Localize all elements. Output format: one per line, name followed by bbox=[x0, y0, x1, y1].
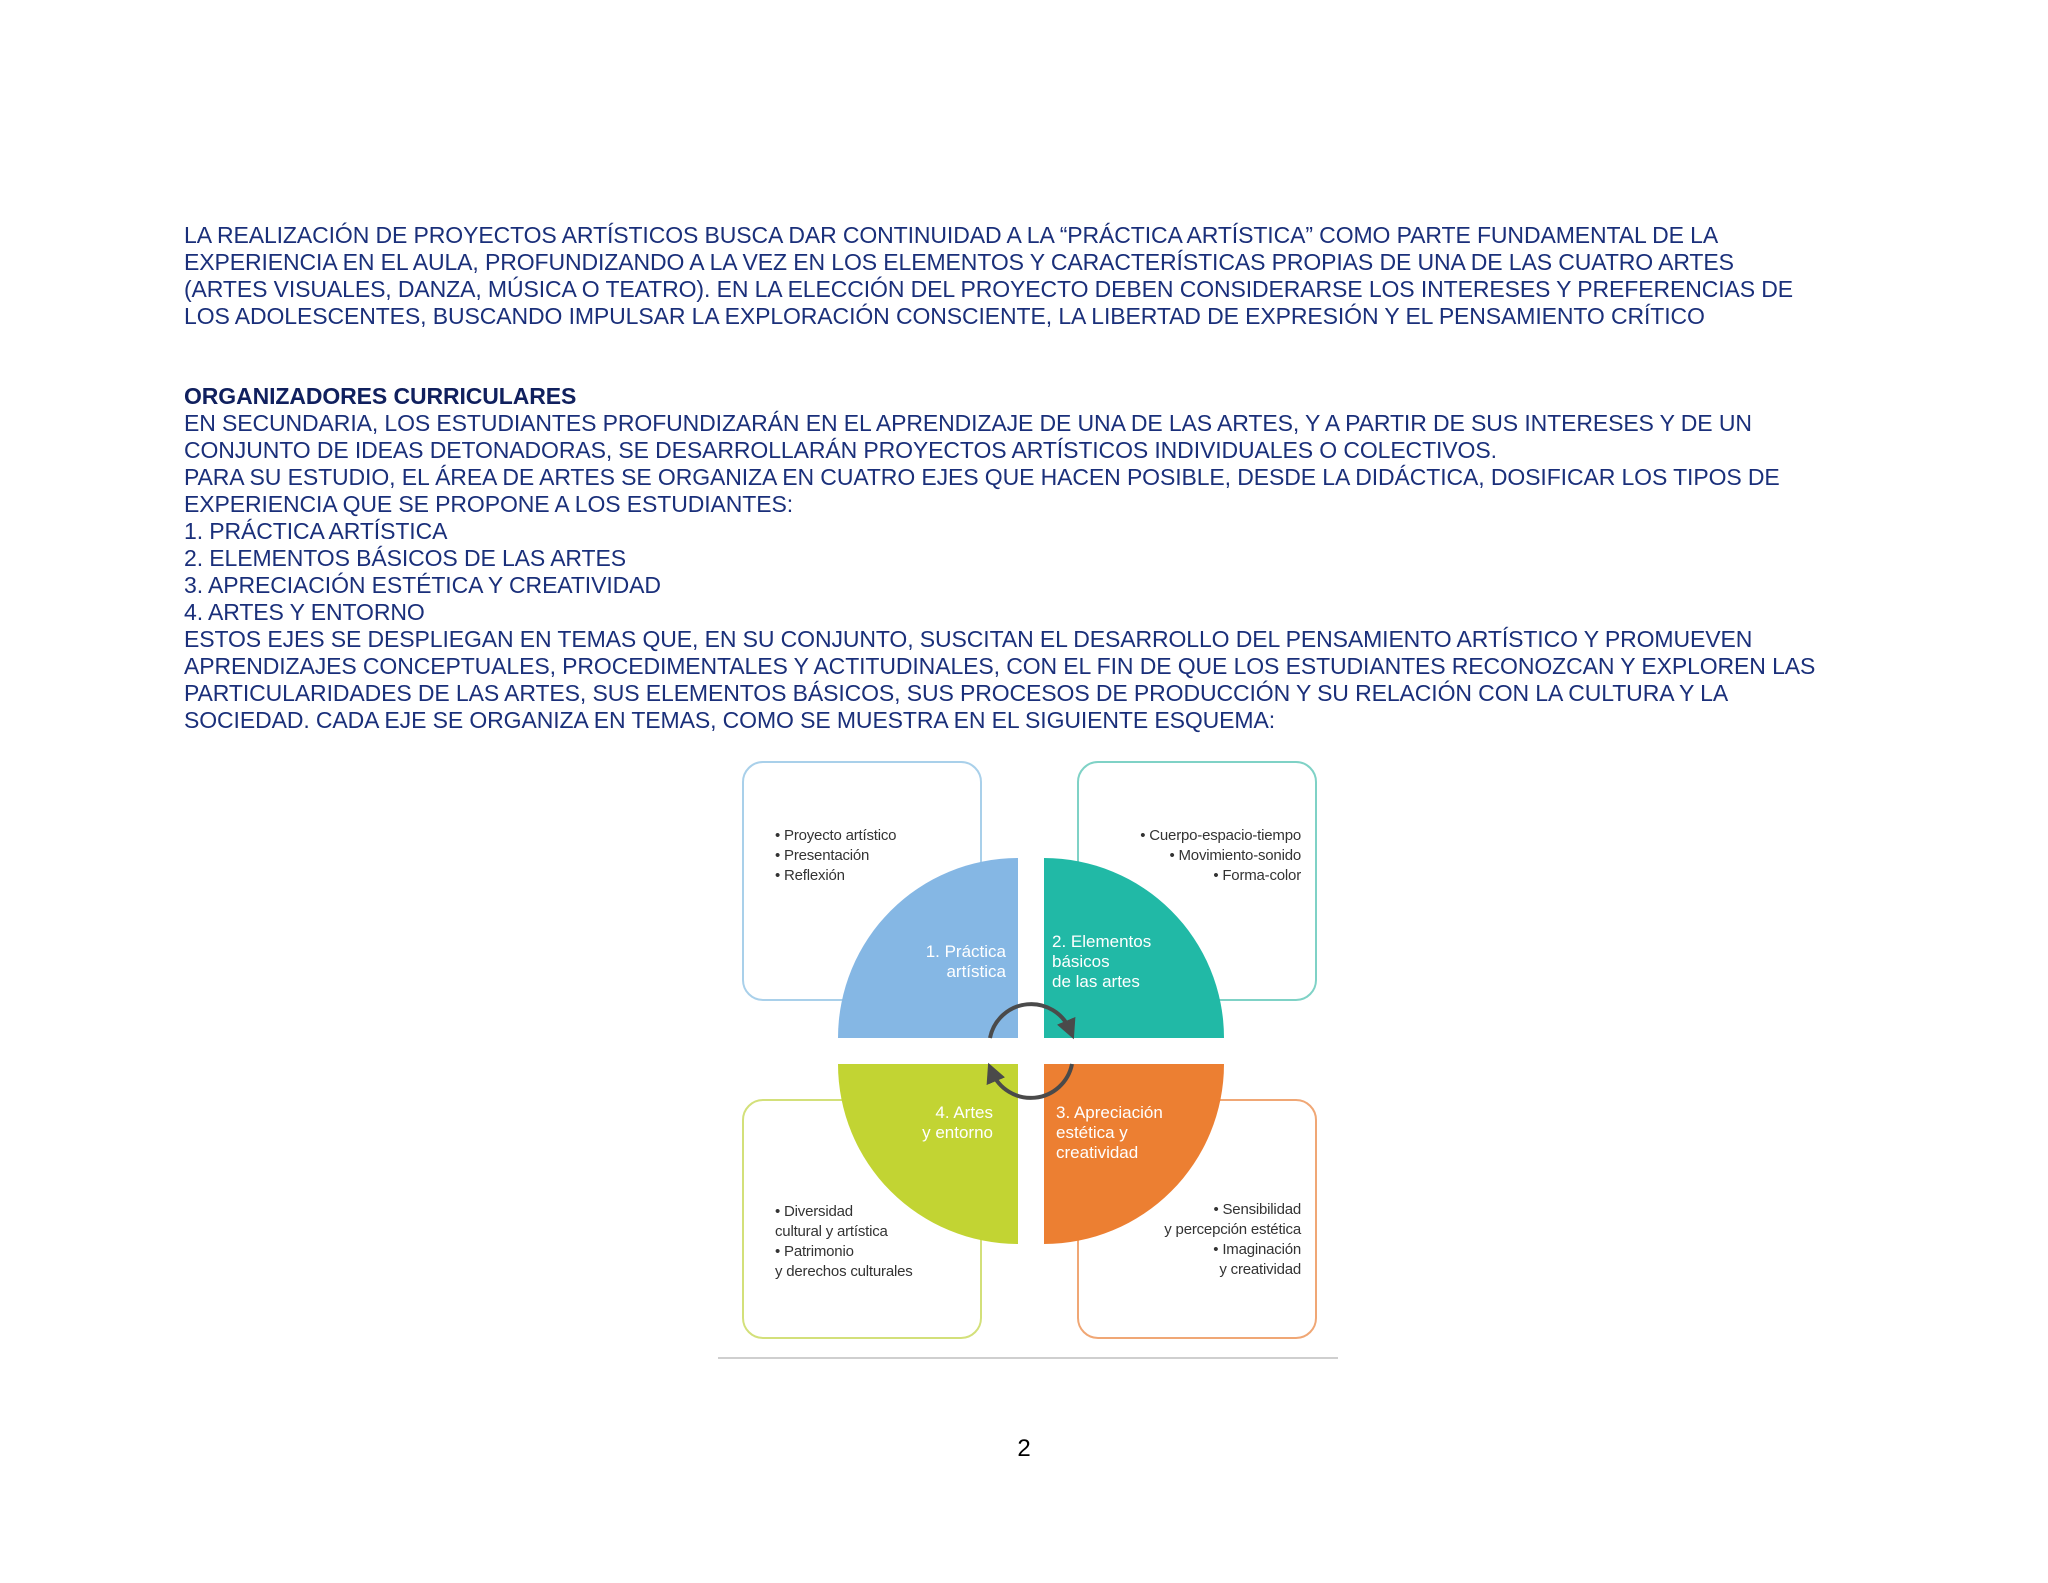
axis-list-item: 3. APRECIACIÓN ESTÉTICA Y CREATIVIDAD bbox=[184, 572, 661, 598]
topics-list-practica bbox=[775, 826, 896, 886]
text-line: EN SECUNDARIA, LOS ESTUDIANTES PROFUNDIZARÁN EN EL APRENDIZAJE DE UNA DE LAS ARTES, Y A PARTIR DE SUS INTERESES Y DE UN bbox=[184, 410, 1752, 436]
topics-list-apreciacion bbox=[1164, 1200, 1301, 1280]
topic-item: • Patrimonio bbox=[775, 1243, 854, 1260]
topic-item: y percepción estética bbox=[1164, 1221, 1301, 1238]
topics-list-artes-entorno bbox=[775, 1202, 913, 1282]
text-line: LOS ADOLESCENTES, BUSCANDO IMPULSAR LA EXPLORACIÓN CONSCIENTE, LA LIBERTAD DE EXPRESIÓN Y EL PENSAMIENTO CRÍTICO bbox=[184, 303, 1705, 329]
topic-item: • Movimiento-sonido bbox=[1169, 847, 1301, 864]
axis-list-item: 1. PRÁCTICA ARTÍSTICA bbox=[184, 518, 448, 544]
quadrant-label-practica: 1. Práctica artística bbox=[925, 942, 1006, 981]
topic-item: • Forma-color bbox=[1213, 867, 1301, 884]
text-line: LA REALIZACIÓN DE PROYECTOS ARTÍSTICOS BUSCA DAR CONTINUIDAD A LA “PRÁCTICA ARTÍSTICA” COMO PARTE FUNDAMENTAL DE LA bbox=[184, 222, 1719, 248]
page-number: 2 bbox=[1017, 1435, 1031, 1462]
curriculum-axes-diagram bbox=[718, 758, 1338, 1360]
curriculum-section bbox=[184, 383, 1884, 734]
text-line: CONJUNTO DE IDEAS DETONADORAS, SE DESARROLLARÁN PROYECTOS ARTÍSTICOS INDIVIDUALES O COLECTIVOS. bbox=[184, 437, 1497, 463]
intro-paragraph bbox=[184, 222, 1884, 330]
text-line: EXPERIENCIA EN EL AULA, PROFUNDIZANDO A LA VEZ EN LOS ELEMENTOS Y CARACTERÍSTICAS PROPIAS DE UNA DE LAS CUATRO ARTES bbox=[184, 249, 1734, 275]
text-line: APRENDIZAJES CONCEPTUALES, PROCEDIMENTALES Y ACTITUDINALES, CON EL FIN DE QUE LOS ESTUDIANTES RECONOZCAN Y EXPLOREN LAS bbox=[184, 653, 1816, 679]
topic-item: • Sensibilidad bbox=[1213, 1201, 1301, 1218]
topic-item: • Cuerpo-espacio-tiempo bbox=[1140, 827, 1301, 844]
axis-list-item: 4. ARTES Y ENTORNO bbox=[184, 599, 425, 625]
quadrant-label-apreciacion: 3. Apreciación estética y creatividad bbox=[1056, 1103, 1163, 1162]
topic-item: • Reflexión bbox=[775, 867, 845, 884]
text-line: (ARTES VISUALES, DANZA, MÚSICA O TEATRO). EN LA ELECCIÓN DEL PROYECTO DEBEN CONSIDERARSE LOS INTERESES Y PREFERENCIAS DE bbox=[184, 276, 1794, 302]
topic-item: cultural y artística bbox=[775, 1223, 888, 1240]
text-line: PARTICULARIDADES DE LAS ARTES, SUS ELEMENTOS BÁSICOS, SUS PROCESOS DE PRODUCCIÓN Y SU RELACIÓN CON LA CULTURA Y LA bbox=[184, 680, 1729, 706]
text-line: EXPERIENCIA QUE SE PROPONE A LOS ESTUDIANTES: bbox=[184, 491, 794, 517]
axis-list-item: 2. ELEMENTOS BÁSICOS DE LAS ARTES bbox=[184, 545, 626, 571]
topic-item: • Diversidad bbox=[775, 1203, 853, 1220]
text-line: SOCIEDAD. CADA EJE SE ORGANIZA EN TEMAS, COMO SE MUESTRA EN EL SIGUIENTE ESQUEMA: bbox=[184, 707, 1276, 733]
quadrant-label-elementos: 2. Elementos básicos de las artes bbox=[1052, 932, 1152, 991]
topic-item: y creatividad bbox=[1219, 1261, 1301, 1278]
topic-item: • Presentación bbox=[775, 847, 870, 864]
topic-item: y derechos culturales bbox=[775, 1263, 913, 1280]
topic-item: • Imaginación bbox=[1213, 1241, 1301, 1258]
text-line: ESTOS EJES SE DESPLIEGAN EN TEMAS QUE, EN SU CONJUNTO, SUSCITAN EL DESARROLLO DEL PENSAMIENTO ARTÍSTICO Y PROMUEVEN bbox=[184, 626, 1753, 652]
topic-item: • Proyecto artístico bbox=[775, 827, 897, 844]
topics-list-elementos bbox=[1140, 826, 1301, 886]
quadrant-label-artes-entorno: 4. Artes y entorno bbox=[922, 1103, 993, 1142]
section-heading: ORGANIZADORES CURRICULARES bbox=[184, 383, 577, 409]
text-line: PARA SU ESTUDIO, EL ÁREA DE ARTES SE ORGANIZA EN CUATRO EJES QUE HACEN POSIBLE, DESDE LA DIDÁCTICA, DOSIFICAR LOS TIPOS DE bbox=[184, 464, 1780, 490]
